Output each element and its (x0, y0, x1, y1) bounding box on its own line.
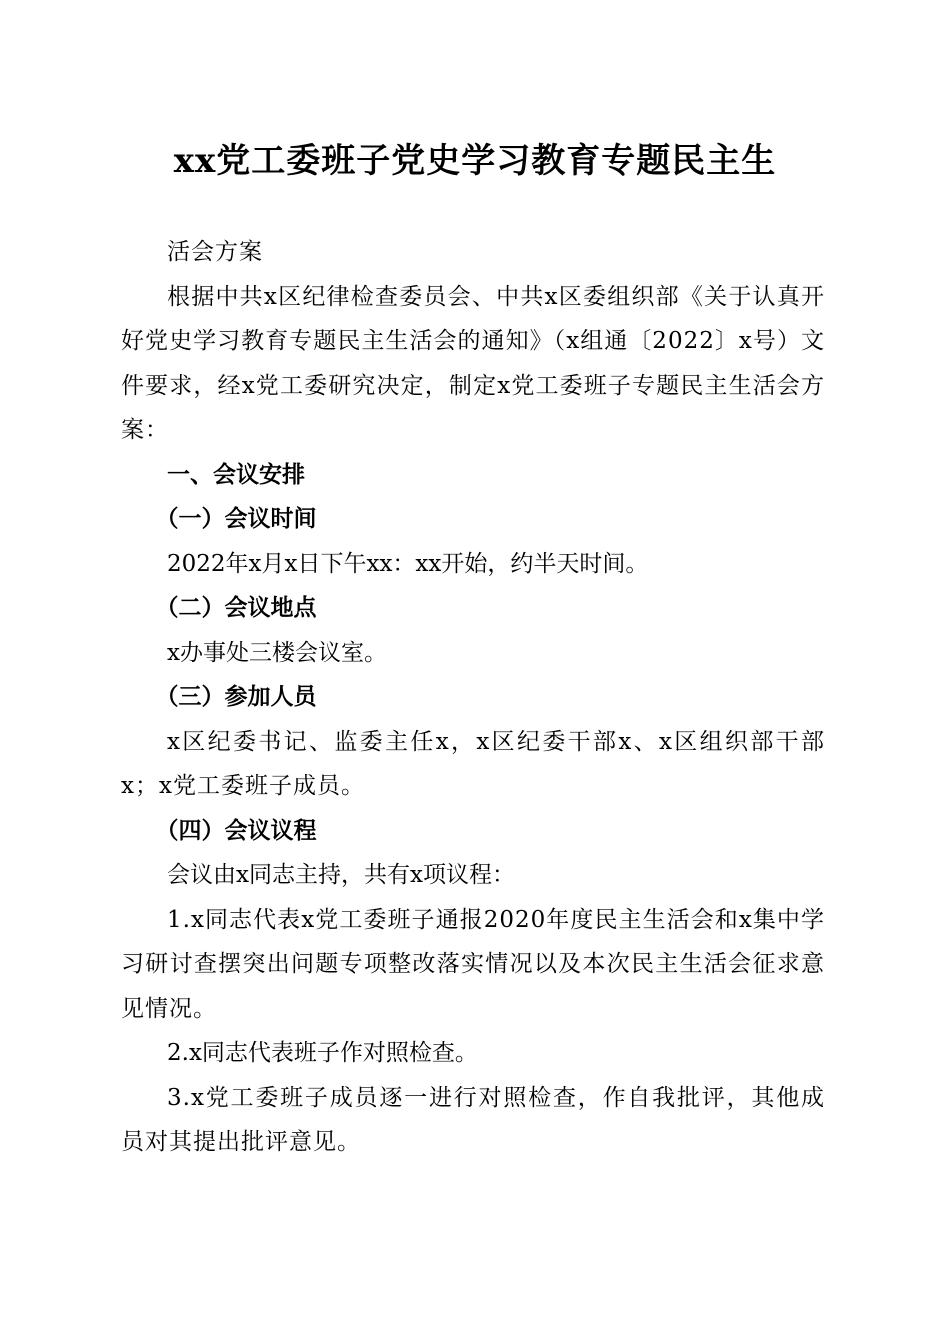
meeting-place-text: x办事处三楼会议室。 (167, 639, 387, 666)
section-heading: 一、会议安排 (167, 460, 305, 488)
agenda-item: 3.x党工委班子成员逐一进行对照检查，作自我批评，其他成员对其提出批评意见。 (121, 1084, 825, 1155)
meeting-time-text: 2022年x月x日下午xx：xx开始，约半天时间。 (167, 550, 649, 577)
subsection-heading-agenda: （四）会议议程 (155, 816, 317, 844)
subsection-heading-time: （一）会议时间 (155, 505, 317, 532)
title-continuation: 活会方案 (167, 239, 263, 265)
agenda-intro-text: 会议由x同志主持，共有x项议程： (167, 862, 515, 888)
intro-paragraph: 根据中共x区纪律检查委员会、中共x区委组织部《关于认真开好党史学习教育专题民主生活会的通知》（x组通〔2022〕x号）文件要求，经x党工委研究决定，制定x党工委班子专题民主生活会方案： (121, 283, 825, 443)
document-body (121, 230, 825, 1165)
attendees-text: x区纪委书记、监委主任x，x区纪委干部x、x区组织部干部x；x党工委班子成员。 (121, 728, 825, 799)
subsection-heading-place: （二）会议地点 (155, 594, 317, 621)
subsection-heading-attendees: （三）参加人员 (155, 683, 317, 710)
agenda-item: 1.x同志代表x党工委班子通报2020年度民主生活会和x集中学习研讨查摆突出问题专项整改落实情况以及本次民主生活会征求意见情况。 (121, 906, 825, 1022)
agenda-item: 2.x同志代表班子作对照检查。 (167, 1040, 478, 1066)
document-title: xx党工委班子党史学习教育专题民主生 (173, 141, 777, 181)
